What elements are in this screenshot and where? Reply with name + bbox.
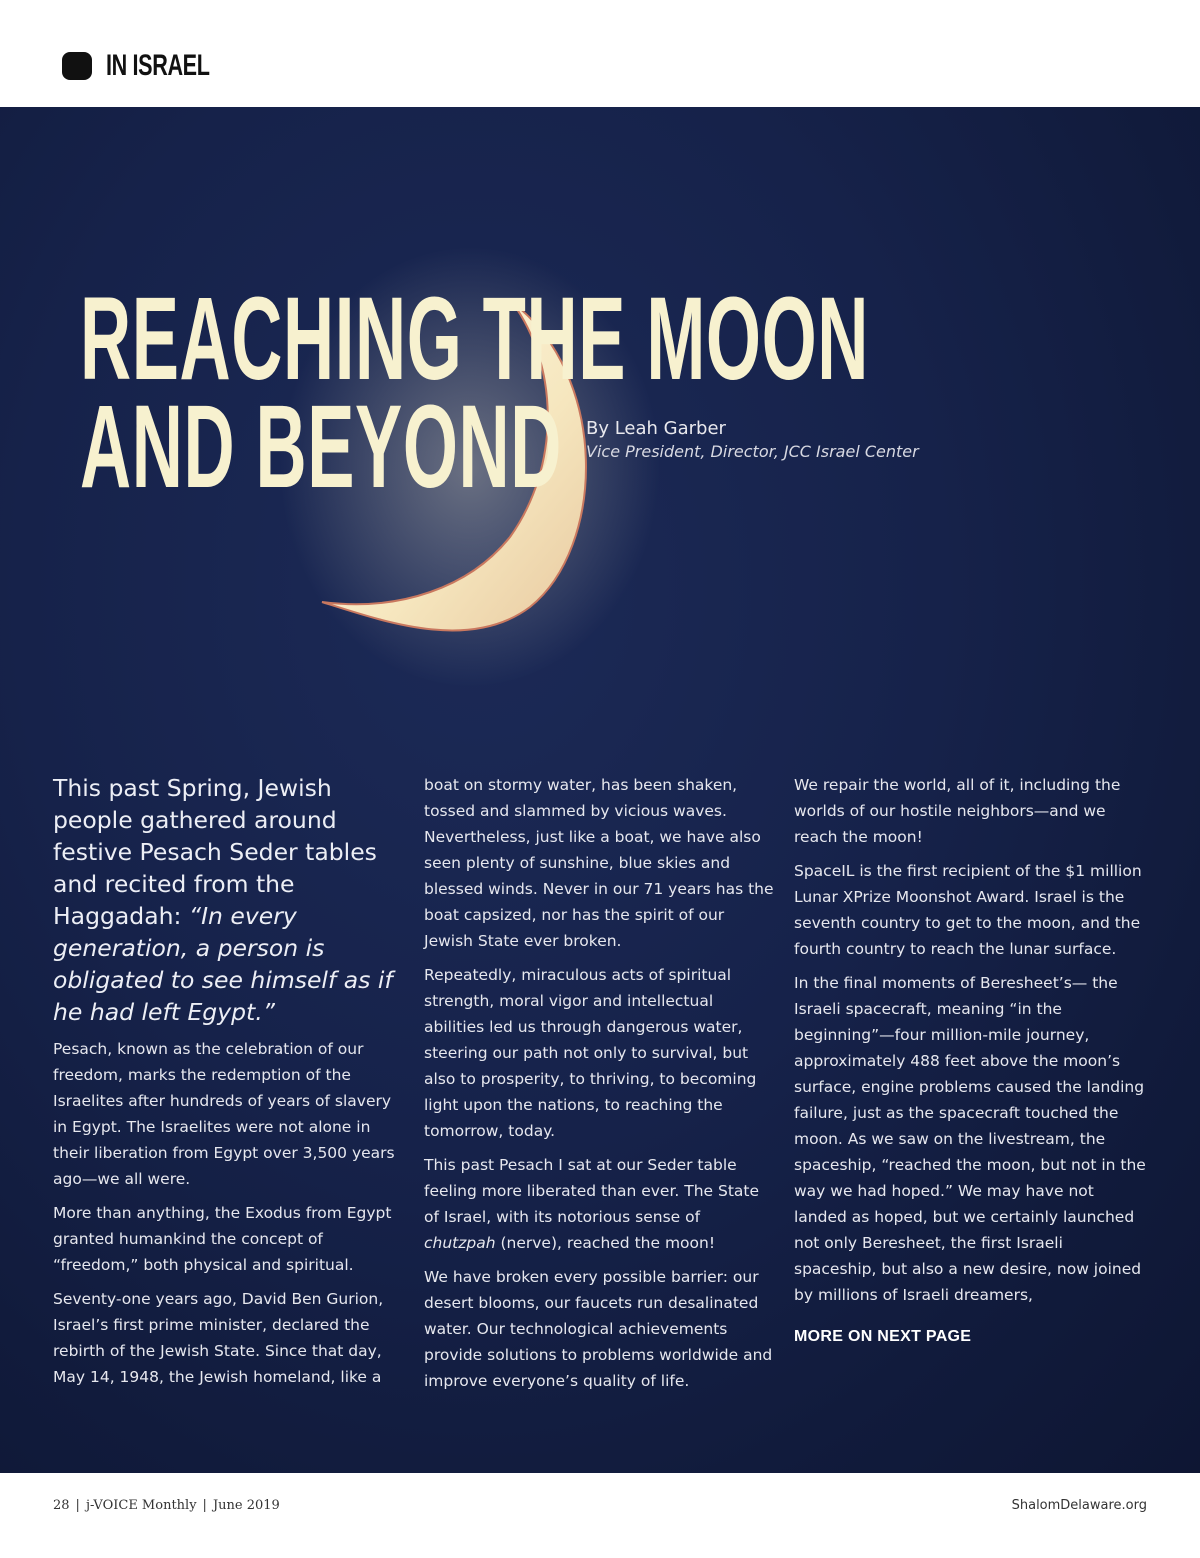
publication-name: j-VOICE Monthly: [85, 1498, 197, 1513]
website-link[interactable]: ShalomDelaware.org: [1011, 1498, 1147, 1513]
rounded-square-icon: [62, 52, 92, 80]
headline-line-2: AND BEYOND: [80, 381, 562, 513]
body-text: This past Pesach I sat at our Seder table feeling more liberated than ever. The State of Israel, with its notorious sense of: [424, 1156, 760, 1226]
body-paragraph: SpaceIL is the first recipient of the $1 million Lunar XPrize Moonshot Award. Israel is the seventh country to get to the moon, and the fourth country to reach the lunar surface.: [794, 862, 1142, 958]
byline: [586, 417, 919, 463]
lead-quote: “In every generation, a person is obligated to see himself as if he had left Egypt.”: [53, 902, 393, 1026]
lead-text: This past Spring, Jewish people gathered around festive Pesach Seder tables and recited from the Haggadah:: [53, 774, 377, 930]
body-paragraph: Repeatedly, miraculous acts of spiritual strength, moral vigor and intellectual abilities led us through dangerous water, steering our path not only to survival, but also to prosperity, to thriving, to becoming light upon the nations, to reaching the tomorrow, today.: [424, 966, 757, 1140]
article-column-2: [424, 772, 774, 1402]
body-paragraph: We have broken every possible barrier: our desert blooms, our faucets run desalinated water. Our technological achievements provide solutions to problems worldwide and improve everyone’s quality of life.: [424, 1268, 773, 1390]
body-paragraph: In the final moments of Beresheet’s— the Israeli spacecraft, meaning “in the beginning”—four million-mile journey, approximately 488 feet above the moon’s surface, engine problems caused the landing failure, just as the spacecraft touched the moon. As we saw on the livestream, the spaceship, “reached the moon, but not in the way we had hoped.” We may have not landed as hoped, but we certainly launched not only Beresheet, the first Israeli spaceship, but also a new desire, now joined by millions of Israeli dreamers,: [794, 974, 1146, 1304]
body-paragraph: [424, 1152, 774, 1256]
body-paragraph: Pesach, known as the celebration of our freedom, marks the redemption of the Israelites after hundreds of years of slavery in Egypt. The Israelites were not alone in their liberation from Egypt over 3,500 years ago—we all were.: [53, 1040, 395, 1188]
headline-line-1: REACHING THE MOON: [80, 273, 870, 405]
italic-term: chutzpah: [424, 1234, 496, 1252]
body-paragraph: More than anything, the Exodus from Egypt granted humankind the concept of “freedom,” both physical and spiritual.: [53, 1204, 392, 1274]
article-column-1: [53, 772, 408, 1398]
page-number: 28: [53, 1498, 70, 1513]
body-text: (nerve), reached the moon!: [495, 1234, 716, 1252]
section-header: [0, 0, 1200, 107]
author-name: By Leah Garber: [586, 418, 726, 439]
footer-folio: 28 | j-VOICE Monthly | June 2019: [53, 1498, 280, 1513]
author-role: Vice President, Director, JCC Israel Center: [586, 442, 919, 461]
lead-paragraph: [53, 772, 408, 1028]
body-paragraph: We repair the world, all of it, including the worlds of our hostile neighbors—and we reach the moon!: [794, 776, 1121, 846]
body-paragraph: Seventy-one years ago, David Ben Gurion, Israel’s first prime minister, declared the rebirth of the Jewish State. Since that day, May 14, 1948, the Jewish homeland, like a: [53, 1290, 384, 1386]
section-label: IN ISRAEL: [106, 49, 210, 82]
issue-date: June 2019: [212, 1498, 280, 1513]
article-column-3: [794, 772, 1146, 1350]
continued-link[interactable]: MORE ON NEXT PAGE: [794, 1328, 972, 1345]
page-footer: [0, 1473, 1200, 1558]
body-paragraph: boat on stormy water, has been shaken, tossed and slammed by vicious waves. Nevertheless, just like a boat, we have also seen plenty of sunshine, blue skies and blessed winds. Never in our 71 years has the boat capsized, nor has the spirit of our Jewish State ever broken.: [424, 776, 774, 950]
article-headline: [80, 273, 870, 513]
